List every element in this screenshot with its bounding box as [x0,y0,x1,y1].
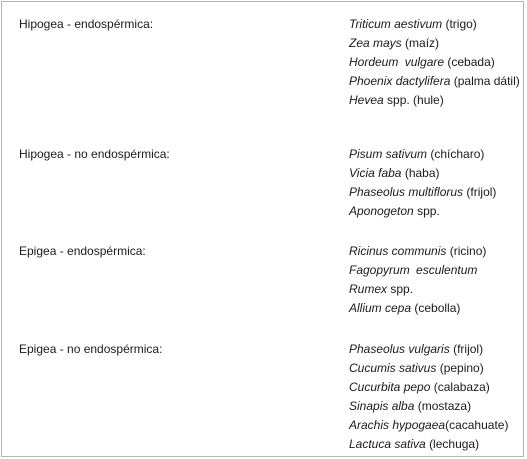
common-name: (mostaza) [417,399,472,413]
common-name: spp. [417,204,440,218]
list-item [349,164,521,183]
common-name: (cacahuate) [445,418,509,432]
category-label: Hipogea - endospérmica: [19,17,154,31]
scientific-name: Phaseolus multiflorus [349,185,464,199]
common-name: (chícharo) [430,147,485,161]
common-name: (pepino) [439,361,484,375]
scientific-name: Allium cepa [349,301,412,315]
list-item [349,359,521,378]
table-frame [1,1,524,457]
scientific-name: Zea mays [349,36,402,50]
list-item [349,145,521,164]
scientific-name: Hevea [349,93,384,107]
list-item [349,53,521,72]
scientific-name: Aponogeton [349,204,414,218]
category-label: Epigea - no endospérmica: [19,342,163,356]
common-name: (maíz) [405,36,440,50]
common-name: (frijol) [453,342,484,356]
list-item [349,91,521,110]
scientific-name: Triticum aestivum [349,17,443,31]
common-name: (cebada) [447,55,495,69]
scientific-name: Ricinus communis [349,244,447,258]
scientific-name: Phaseolus vulgaris [349,342,450,356]
list-item [349,397,521,416]
scientific-name: Rumex [349,282,388,296]
list-item [349,202,521,221]
scientific-name: Sinapis alba [349,399,415,413]
list-item [349,15,521,34]
list-item [349,183,521,202]
common-name: (trigo) [445,17,477,31]
scientific-name: Fagopyrum esculentum [349,263,478,277]
list-item [349,299,521,318]
list-item [349,261,521,280]
species-list [349,15,521,110]
scientific-name: Phoenix dactylifera [349,74,451,88]
category-label: Epigea - endospérmica: [19,244,146,258]
scientific-name: Lactuca sativa [349,437,426,451]
list-item [349,416,521,435]
species-list [349,242,521,318]
common-name: (frijol) [466,185,497,199]
scientific-name: Cucurbita pepo [349,380,431,394]
scientific-name: Arachis hypogaea [349,418,446,432]
list-item [349,378,521,397]
species-list [349,340,521,454]
common-name: spp. (hule) [387,93,444,107]
species-list [349,145,521,221]
scientific-name: Vicia faba [349,166,402,180]
scientific-name: Cucumis sativus [349,361,437,375]
common-name: (haba) [404,166,440,180]
list-item [349,435,521,454]
common-name: spp. [390,282,414,296]
list-item [349,340,521,359]
common-name: (lechuga) [429,437,480,451]
common-name: (cebolla) [414,301,461,315]
list-item [349,72,521,91]
list-item [349,242,521,261]
common-name: (palma dátil) [453,74,520,88]
common-name: (calabaza) [433,380,490,394]
scientific-name: Pisum sativum [349,147,428,161]
scientific-name: Hordeum vulgare [349,55,445,69]
category-label: Hipogea - no endospérmica: [19,147,170,161]
common-name: (ricino) [449,244,487,258]
list-item [349,280,521,299]
list-item [349,34,521,53]
